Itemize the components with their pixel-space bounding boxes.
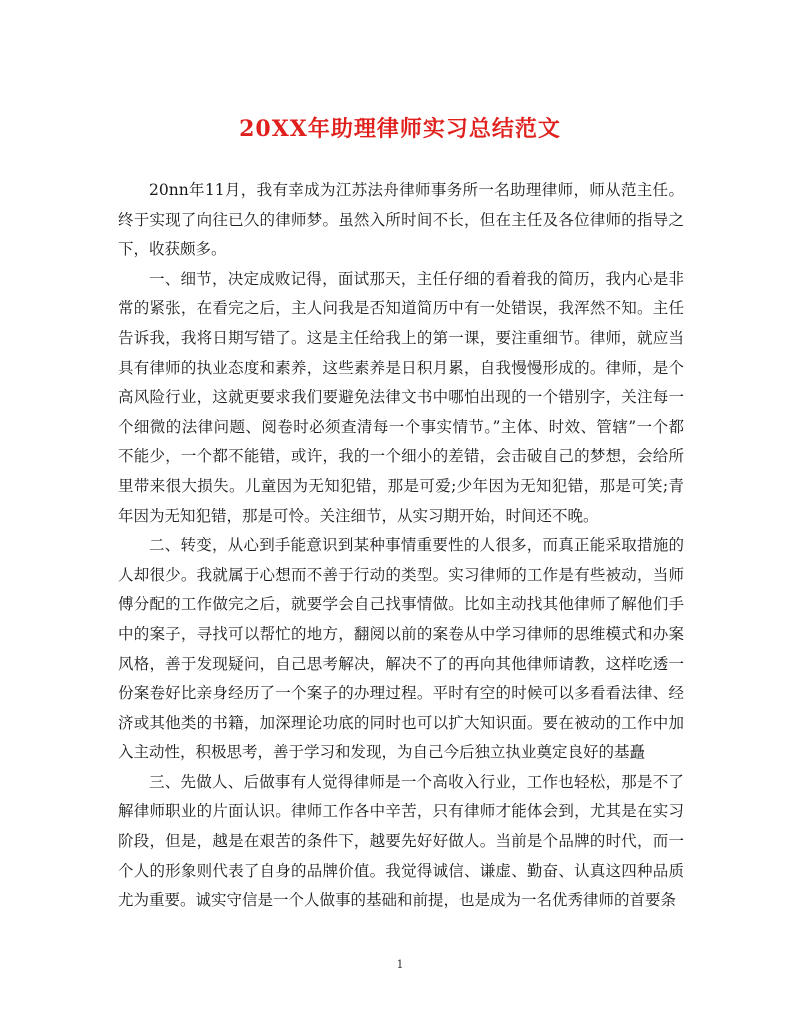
document-body xyxy=(118,176,684,916)
page-number: 1 xyxy=(396,958,404,971)
paragraph-change: 二、转变，从心到手能意识到某种事情重要性的人很多，而真正能采取措施的人却很少。我就属于心想而不善于行动的类型。实习律师的工作是有些被动，当师傅分配的工作做完之后，就要学会自己找事情做。比如主动找其他律师了解他们手中的案子，寻找可以帮忙的地方，翻阅以前的案卷从中学习律师的思维模式和办案风格，善于发现疑问，自己思考解决，解决不了的再向其他律师请教，这样吃透一份案卷好比亲身经历了一个案子的办理过程。平时有空的时候可以多看看法律、经济或其他类的书籍，加深理论功底的同时也可以扩大知识面。要在被动的工作中加入主动性，积极思考，善于学习和发现，为自己今后独立执业奠定良好的基矗 xyxy=(118,536,684,762)
paragraph-character: 三、先做人、后做事有人觉得律师是一个高收入行业，工作也轻松，那是不了解律师职业的片面认识。律师工作各中辛苦，只有律师才能体会到，尤其是在实习阶段，但是，越是在艰苦的条件下，越要先好好做人。当前是个品牌的时代，而一个人的形象则代表了自身的品牌价值。我觉得诚信、谦虚、勤奋、认真这四种品质尤为重要。诚实守信是一个人做事的基础和前提，也是成为一名优秀律师的首要条 xyxy=(118,772,684,910)
paragraph-details: 一、细节，决定成败记得，面试那天，主任仔细的看着我的简历，我内心是非常的紧张，在看完之后，主人问我是否知道简历中有一处错误，我浑然不知。主任告诉我，我将日期写错了。这是主任给我上的第一课，要注重细节。律师，就应当具有律师的执业态度和素养，这些素养是日积月累，自我慢慢形成的。律师，是个高风险行业，这就更要求我们要避免法律文书中哪怕出现的一个错别字，关注每一个细微的法律问题、阅卷时必须查清每一个事实情节。”主体、时效、管辖”一个都不能少，一个都不能错，或许，我的一个细小的差错，会击破自己的梦想，会给所里带来很大损失。儿童因为无知犯错，那是可爱;少年因为无知犯错，那是可笑;青年因为无知犯错，那是可怜。关注细节，从实习期开始，时间还不晚。 xyxy=(118,269,684,525)
document-title: 20XX年助理律师实习总结范文 xyxy=(239,116,561,142)
paragraph-intro: 20nn年11月，我有幸成为江苏法舟律师事务所一名助理律师，师从范主任。终于实现了向往已久的律师梦。虽然入所时间不长，但在主任及各位律师的指导之下，收获颇多。 xyxy=(118,181,684,259)
